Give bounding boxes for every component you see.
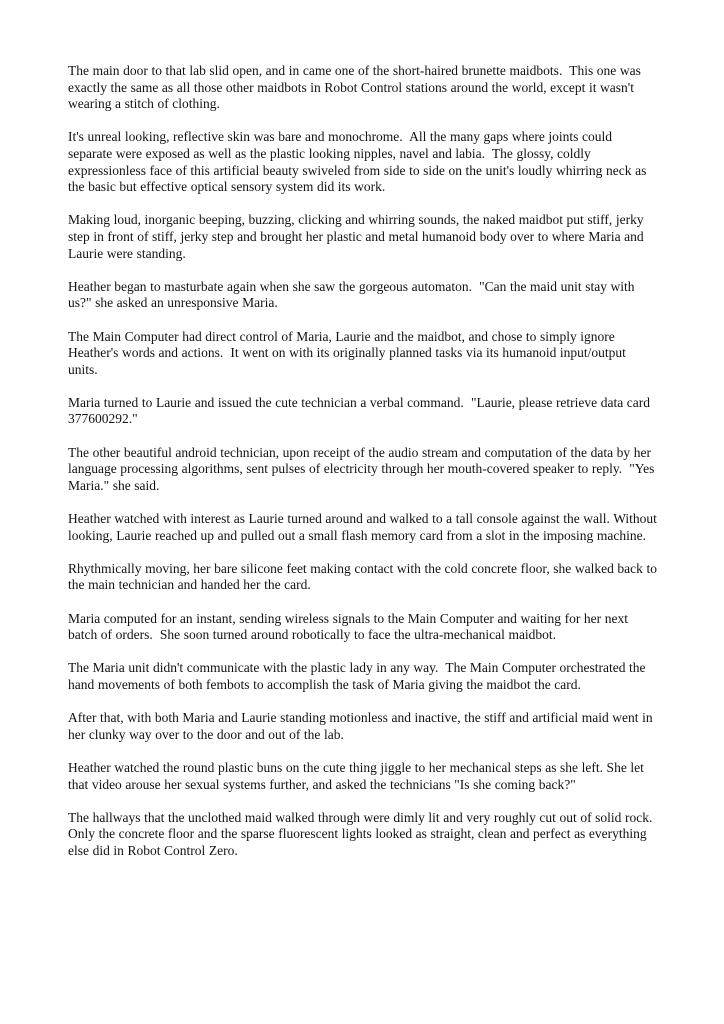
paragraph: The Maria unit didn't communicate with the plastic lady in any way. The Main Computer orchestrated the hand movements of both fembots to accomplish the task of Maria giving the maidbot the card. (68, 660, 650, 692)
paragraph: It's unreal looking, reflective skin was bare and monochrome. All the many gaps where joints could separate were exposed as well as the plastic looking nipples, navel and labia. The glossy, coldly expressionless face of this artificial beauty swiveled from side to side on the unit's loudly whirring neck as the basic but effective optical sensory system did its work. (68, 129, 650, 195)
paragraph: The main door to that lab slid open, and in came one of the short-haired brunette maidbots. This one was exactly the same as all those other maidbots in Robot Control stations around the world, except it wasn't wearing a stitch of clothing. (68, 63, 645, 112)
paragraph: The hallways that the unclothed maid walked through were dimly lit and very roughly cut out of solid rock. Only the concrete floor and the sparse fluorescent lights looked as straight, clean and perfect as everything else did in Robot Control Zero. (68, 809, 660, 858)
document-body (68, 63, 659, 860)
paragraph: Heather watched with interest as Laurie turned around and walked to a tall console against the wall. Without looking, Laurie reached up and pulled out a small flash memory card from a slot in the imposing machine. (68, 511, 661, 543)
paragraph: Heather began to masturbate again when she saw the gorgeous automaton. "Can the maid unit stay with us?" she asked an unresponsive Maria. (68, 278, 639, 311)
paragraph: Maria computed for an instant, sending wireless signals to the Main Computer and waiting for her next batch of orders. She soon turned around robotically to face the ultra-mechanical maidbot. (68, 610, 632, 643)
paragraph: After that, with both Maria and Laurie standing motionless and inactive, the stiff and artificial maid went in her clunky way over to the door and out of the lab. (68, 710, 657, 742)
paragraph: The other beautiful android technician, upon receipt of the audio stream and computation of the data by her language processing algorithms, sent pulses of electricity through her mouth-covered speaker to reply. "Yes Maria." she said. (68, 444, 658, 493)
paragraph: The Main Computer had direct control of Maria, Laurie and the maidbot, and chose to simply ignore Heather's words and actions. It went on with its originally planned tasks via its humanoid input/output units. (68, 328, 630, 377)
paragraph: Making loud, inorganic beeping, buzzing, clicking and whirring sounds, the naked maidbot put stiff, jerky step in front of stiff, jerky step and brought her plastic and metal humanoid body over to where Maria and Laurie were standing. (68, 212, 648, 261)
paragraph: Heather watched the round plastic buns on the cute thing jiggle to her mechanical steps as she left. She let that video arouse her sexual systems further, and asked the technicians "Is she coming back?" (68, 759, 648, 792)
paragraph: Maria turned to Laurie and issued the cute technician a verbal command. "Laurie, please retrieve data card 377600292." (68, 394, 654, 427)
paragraph: Rhythmically moving, her bare silicone feet making contact with the cold concrete floor, she walked back to the main technician and handed her the card. (68, 560, 661, 593)
